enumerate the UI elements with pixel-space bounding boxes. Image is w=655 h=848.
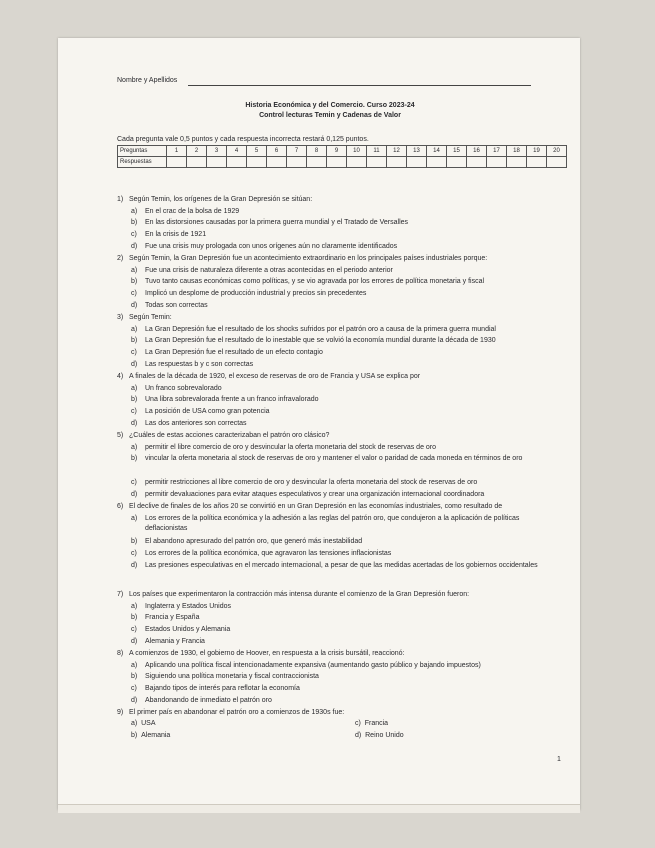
- grid-question-number: 20: [547, 146, 567, 157]
- answer-option: [131, 732, 170, 739]
- course-title: Historia Económica y del Comercio. Curso 2023-24: [245, 102, 415, 109]
- option-text: Francia: [364, 720, 389, 727]
- option-text: Los errores de la política económica y la adhesión a las reglas del patrón oro, que condujeron a la aplicación de políticas deflacionistas: [145, 514, 520, 532]
- option-letter: a): [131, 384, 138, 392]
- exam-title: [200, 101, 460, 121]
- paper-edge: [58, 804, 580, 813]
- option-letter: b): [131, 732, 138, 739]
- option-letter: b): [131, 673, 138, 681]
- grid-answer-cell[interactable]: [207, 157, 227, 168]
- option-text: En las distorsiones causadas por la primera guerra mundial y el Tratado de Versalles: [145, 219, 409, 227]
- option-letter: a): [131, 266, 138, 274]
- grid-answer-cell[interactable]: [387, 157, 407, 168]
- question-text: El declive de finales de los años 20 se convirtió en un Gran Depresión en las economías industriales, como resultado de: [129, 503, 503, 510]
- grid-question-number: 7: [287, 146, 307, 157]
- grid-answer-cell[interactable]: [227, 157, 247, 168]
- option-text: Siguiendo una política monetaria y fiscal contraccionista: [145, 673, 319, 681]
- grid-answer-cell[interactable]: [487, 157, 507, 168]
- grid-question-number: 18: [507, 146, 527, 157]
- option-letter: d): [131, 360, 138, 368]
- option-text: Las dos anteriores son correctas: [145, 419, 247, 427]
- answer-option: [131, 720, 156, 727]
- option-letter: a): [131, 325, 138, 333]
- option-text: Los errores de la política económica, que agravaron las tensiones inflacionistas: [145, 549, 392, 557]
- answer-option: [355, 720, 388, 727]
- option-text: La Gran Depresión fue el resultado de los shocks sufridos por el patrón oro a causa de la primera guerra mundial: [145, 325, 496, 333]
- grid-answer-cell[interactable]: [427, 157, 447, 168]
- grid-question-number: 4: [227, 146, 247, 157]
- option-text: Francia y España: [145, 614, 200, 622]
- option-text: Estados Unidos y Alemania: [145, 626, 231, 634]
- grid-question-number: 2: [187, 146, 207, 157]
- option-text: Reino Unido: [365, 732, 404, 739]
- grid-answer-cell[interactable]: [367, 157, 387, 168]
- option-text: Inglaterra y Estados Unidos: [145, 602, 231, 610]
- option-text: Aplicando una política fiscal intencionadamente expansiva (aumentando gasto público y bajando impuestos): [145, 661, 481, 669]
- option-letter: b): [131, 396, 138, 404]
- option-letter: a): [131, 207, 138, 215]
- option-text: La posición de USA como gran potencia: [145, 408, 270, 416]
- grid-answers-label: Respuestas: [118, 157, 167, 168]
- grid-answer-cell[interactable]: [307, 157, 327, 168]
- grid-answer-cell[interactable]: [507, 157, 527, 168]
- option-letter: a): [131, 720, 138, 727]
- grid-question-number: 16: [467, 146, 487, 157]
- grid-question-number: 14: [427, 146, 447, 157]
- grid-answer-cell[interactable]: [407, 157, 427, 168]
- name-label: Nombre y Apellidos: [117, 77, 178, 84]
- option-letter: d): [131, 301, 138, 309]
- question-text: El primer país en abandonar el patrón oro a comienzos de 1930s fue:: [129, 709, 345, 716]
- option-text: permitir restricciones al libre comercio de oro y desvincular la oferta monetaria del stock de reservas de oro: [145, 478, 478, 486]
- option-letter: b): [131, 278, 138, 286]
- question-number: 3): [117, 314, 124, 321]
- option-letter: a): [131, 443, 138, 451]
- option-letter: c): [131, 408, 137, 416]
- option-letter: c): [131, 290, 137, 298]
- grid-answer-cell[interactable]: [327, 157, 347, 168]
- option-text: Todas son correctas: [145, 301, 208, 309]
- grid-question-number: 5: [247, 146, 267, 157]
- grid-question-number: 11: [367, 146, 387, 157]
- grid-questions-label: Preguntas: [118, 146, 167, 157]
- grid-answer-cell[interactable]: [247, 157, 267, 168]
- grid-answer-cell[interactable]: [447, 157, 467, 168]
- question-text: Los países que experimentaron la contracción más intensa durante el comienzo de la Gran Depresión fueron:: [129, 591, 470, 598]
- option-text: Abandonando de inmediato el patrón oro: [145, 696, 272, 704]
- option-letter: c): [131, 549, 137, 557]
- option-text: Implicó un desplome de producción industrial y precios sin precedentes: [145, 290, 367, 298]
- option-letter: b): [131, 455, 138, 463]
- answer-grid-answer-row: [118, 157, 567, 168]
- option-text: Un franco sobrevalorado: [145, 384, 222, 392]
- option-text: Fue una crisis muy prologada con unos orígenes aún no claramente identificados: [145, 242, 398, 250]
- grid-question-number: 15: [447, 146, 467, 157]
- grid-answer-cell[interactable]: [267, 157, 287, 168]
- option-text: En el crac de la bolsa de 1929: [145, 207, 240, 215]
- question-number: 7): [117, 591, 124, 598]
- option-text: Fue una crisis de naturaleza diferente a otras acontecidas en el periodo anterior: [145, 266, 393, 274]
- option-letter: b): [131, 614, 138, 622]
- grid-answer-cell[interactable]: [187, 157, 207, 168]
- option-text: Las respuestas b y c son correctas: [145, 360, 254, 368]
- option-letter: a): [131, 602, 138, 610]
- option-letter: d): [131, 637, 138, 645]
- question-number: 6): [117, 503, 124, 510]
- option-text: Alemania: [141, 732, 171, 739]
- answer-grid: [117, 145, 567, 168]
- option-letter: d): [131, 490, 138, 498]
- question-number: 9): [117, 709, 124, 716]
- grid-answer-cell[interactable]: [467, 157, 487, 168]
- grid-answer-cell[interactable]: [347, 157, 367, 168]
- option-text: Tuvo tanto causas económicas como políticas, y se vio agravada por los errores de política monetaria y fiscal: [145, 278, 485, 286]
- option-letter: c): [131, 685, 137, 693]
- option-letter: c): [131, 349, 137, 357]
- option-letter: d): [131, 696, 138, 704]
- option-letter: a): [131, 661, 138, 669]
- option-text: Una libra sobrevalorada frente a un franco infravalorado: [145, 396, 319, 404]
- question-text: Según Temin, la Gran Depresión fue un acontecimiento extraordinario en los principales países industriales porque:: [129, 255, 488, 262]
- grid-question-number: 19: [527, 146, 547, 157]
- grid-question-number: 1: [167, 146, 187, 157]
- grid-answer-cell[interactable]: [167, 157, 187, 168]
- option-letter: d): [131, 561, 138, 569]
- question-number: 2): [117, 255, 124, 262]
- option-text: USA: [141, 720, 156, 727]
- option-letter: b): [131, 538, 138, 546]
- question-text: ¿Cuáles de estas acciones caracterizaban el patrón oro clásico?: [129, 432, 330, 439]
- grid-question-number: 9: [327, 146, 347, 157]
- option-text: permitir devaluaciones para evitar ataques especulativos y crear una organización internacional coordinadora: [145, 490, 485, 498]
- option-text: permitir el libre comercio de oro y desvincular la oferta monetaria del stock de reservas de oro: [145, 443, 437, 451]
- option-text: Bajando tipos de interés para reflotar la economía: [145, 685, 300, 693]
- question-number: 8): [117, 650, 124, 657]
- grid-answer-cell[interactable]: [287, 157, 307, 168]
- test-title: Control lecturas Temin y Cadenas de Valor: [259, 112, 401, 119]
- option-letter: d): [131, 419, 138, 427]
- question-number: 5): [117, 432, 124, 439]
- option-text: Las presiones especulativas en el mercado internacional, a pesar de que las medidas acertadas de los gobiernos occidentales: [145, 561, 538, 569]
- grid-question-number: 12: [387, 146, 407, 157]
- grid-question-number: 6: [267, 146, 287, 157]
- answer-grid-number-row: [118, 146, 567, 157]
- option-text: vincular la oferta monetaria al stock de reservas de oro y mantener el valor o paridad de cada moneda en términos de oro: [145, 455, 523, 463]
- grid-question-number: 3: [207, 146, 227, 157]
- grid-question-number: 13: [407, 146, 427, 157]
- option-text: En la crisis de 1921: [145, 231, 207, 239]
- option-letter: c): [131, 231, 137, 239]
- option-text: Alemania y Francia: [145, 637, 205, 645]
- option-letter: c): [131, 626, 137, 634]
- option-letter: b): [131, 219, 138, 227]
- question-text: Según Temin, los orígenes de la Gran Depresión se sitúan:: [129, 196, 313, 203]
- question-text: A comienzos de 1930, el gobierno de Hoover, en respuesta a la crisis bursátil, reaccionó:: [129, 650, 405, 657]
- option-text: El abandono apresurado del patrón oro, que generó más inestabilidad: [145, 538, 363, 546]
- option-text: La Gran Depresión fue el resultado de un efecto contagio: [145, 349, 323, 357]
- grid-answer-cell[interactable]: [547, 157, 567, 168]
- name-underline: [188, 85, 531, 86]
- page-number: 1: [557, 756, 561, 763]
- question-number: 4): [117, 373, 124, 380]
- option-letter: b): [131, 337, 138, 345]
- option-letter: c): [355, 720, 361, 727]
- grid-question-number: 10: [347, 146, 367, 157]
- option-letter: c): [131, 478, 137, 486]
- option-text: La Gran Depresión fue el resultado de lo inestable que se volvió la economía mundial durante la década de 1930: [145, 337, 496, 345]
- question-text: Según Temin:: [129, 314, 172, 321]
- option-letter: a): [131, 514, 138, 522]
- question-text: A finales de la década de 1920, el exceso de reservas de oro de Francia y USA se explica por: [129, 373, 421, 380]
- option-letter: d): [355, 732, 362, 739]
- question-number: 1): [117, 196, 124, 203]
- answer-option: [355, 732, 404, 739]
- grid-question-number: 8: [307, 146, 327, 157]
- scoring-rule: Cada pregunta vale 0,5 puntos y cada respuesta incorrecta restará 0,125 puntos.: [117, 136, 369, 143]
- option-letter: d): [131, 242, 138, 250]
- grid-answer-cell[interactable]: [527, 157, 547, 168]
- grid-question-number: 17: [487, 146, 507, 157]
